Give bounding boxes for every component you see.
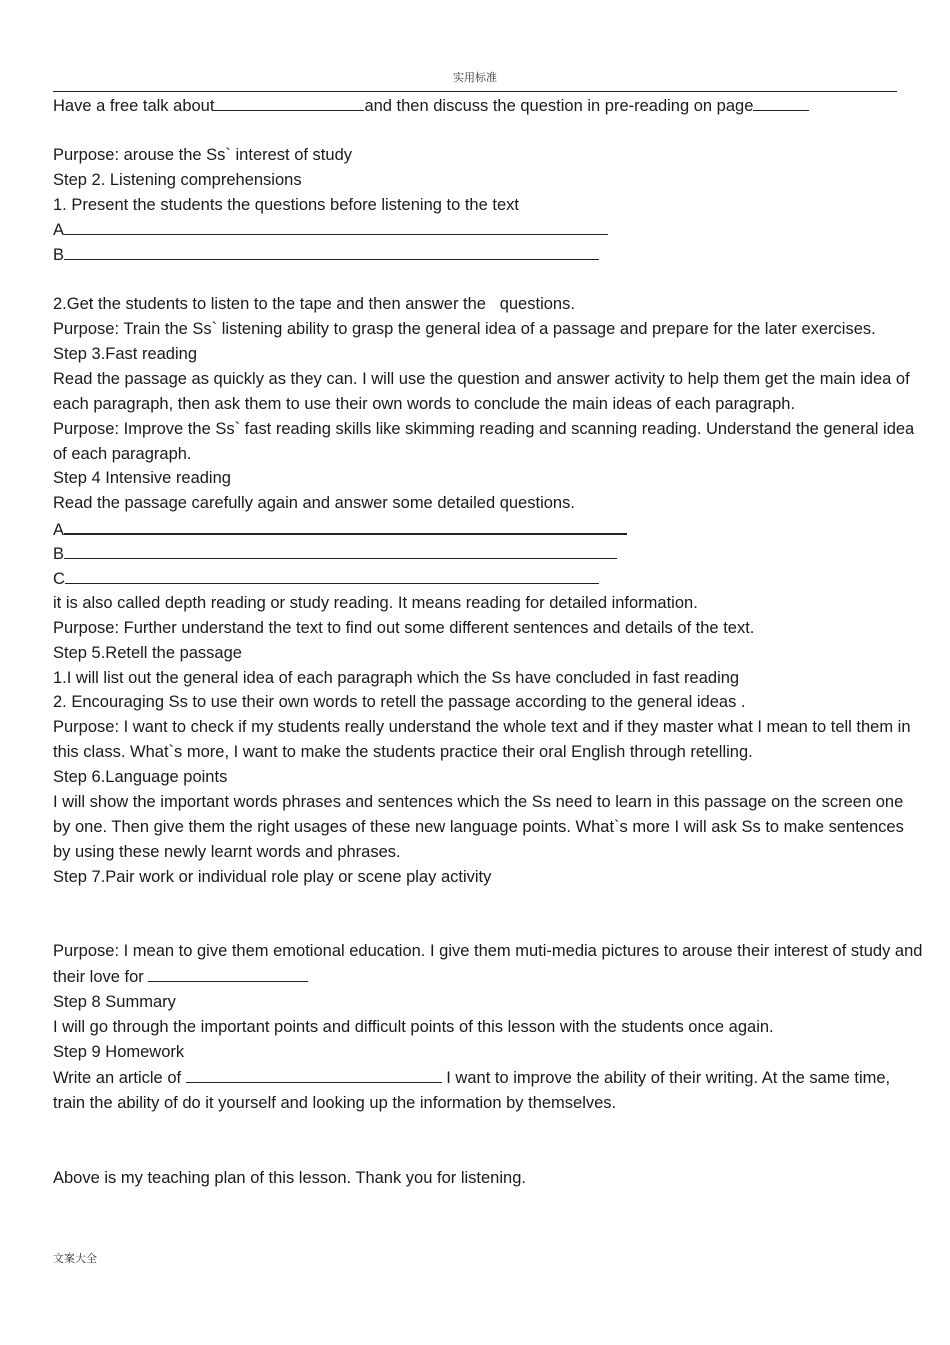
free-talk-text-2: and then discuss the question in pre-reading on page — [364, 97, 754, 115]
step-2-item-2: 2.Get the students to listen to the tape and then answer the questions. — [53, 295, 575, 314]
step-7-heading: Step 7.Pair work or individual role play or scene play activity — [53, 867, 492, 886]
step-4-text: Read the passage carefully again and answer some detailed questions. — [53, 494, 575, 513]
answer-line-b — [53, 242, 923, 267]
page-header: 实用标准 — [453, 71, 497, 84]
love-for-blank[interactable] — [148, 964, 308, 982]
step-5-item-2: 2. Encouraging Ss to use their own words to retell the passage according to the general ideas . — [53, 693, 746, 712]
step-6-text: I will show the important words phrases and sentences which the Ss need to learn in this passage on the screen one by one. Then give them the right usages of these new language points. What`s more I will ask Ss to make sentences by using these newly learnt words and phrases. — [53, 793, 904, 861]
purpose-7-text: Purpose: I mean to give them emotional education. I give them muti-media pictures to arouse their interest of study and their love for — [53, 942, 923, 987]
free-talk-text: Have a free talk about — [53, 97, 215, 115]
detail-line-a — [53, 516, 923, 541]
purpose-4: Purpose: Further understand the text to find out some different sentences and details of the text. — [53, 618, 755, 637]
page-blank[interactable] — [753, 93, 809, 111]
document-body — [53, 93, 923, 1190]
purpose-7 — [53, 939, 923, 990]
label-b: B — [53, 545, 65, 564]
step-8-text: I will go through the important points and difficult points of this lesson with the students once again. — [53, 1018, 774, 1037]
step-4-heading: Step 4 Intensive reading — [53, 469, 231, 488]
step-4-note: it is also called depth reading or study reading. It means reading for detailed information. — [53, 593, 698, 612]
step-2-heading: Step 2. Listening comprehensions — [53, 170, 302, 189]
purpose-1: Purpose: arouse the Ss` interest of study — [53, 145, 352, 164]
detail-line-b — [53, 541, 923, 566]
label-a: A — [53, 221, 65, 240]
article-blank[interactable] — [186, 1065, 442, 1083]
purpose-5: Purpose: I want to check if my students really understand the whole text and if they master what I mean to tell them in this class. What`s more, I want to make the students practice their oral English through retelling. — [53, 718, 911, 762]
step-2-item-1: 1. Present the students the questions before listening to the text — [53, 195, 519, 214]
step-9-heading: Step 9 Homework — [53, 1043, 185, 1062]
label-a: A — [53, 521, 65, 540]
step-5-item-1: 1.I will list out the general idea of each paragraph which the Ss have concluded in fast reading — [53, 668, 740, 687]
answer-blank-a[interactable] — [64, 217, 608, 235]
detail-blank-b[interactable] — [64, 541, 617, 559]
step-6-heading: Step 6.Language points — [53, 768, 228, 787]
step-3-text: Read the passage as quickly as they can. I will use the question and answer activity to help them get the main idea of each paragraph, then ask them to use their own words to conclude the main ideas of each paragraph. — [53, 369, 910, 413]
detail-blank-a[interactable] — [64, 516, 627, 535]
step-9-text-b: I want to improve the ability of their writing. At the same time, train the ability of do it yourself and looking up the information by themselves. — [53, 1068, 891, 1112]
detail-blank-c[interactable] — [65, 566, 599, 584]
purpose-3: Purpose: Improve the Ss` fast reading skills like skimming reading and scanning reading. Understand the general idea of each paragraph. — [53, 419, 915, 463]
header-rule — [53, 91, 897, 92]
answer-blank-b[interactable] — [64, 242, 599, 260]
topic-blank[interactable] — [214, 93, 364, 111]
closing-line: Above is my teaching plan of this lesson. Thank you for listening. — [53, 1168, 526, 1187]
page-footer: 文案大全 — [53, 1252, 97, 1265]
step-3-heading: Step 3.Fast reading — [53, 344, 198, 363]
purpose-2: Purpose: Train the Ss` listening ability to grasp the general idea of a passage and prepare for the later exercises. — [53, 320, 876, 339]
step-9-text-a: Write an article of — [53, 1068, 182, 1087]
answer-line-a — [53, 217, 923, 242]
step-5-heading: Step 5.Retell the passage — [53, 643, 242, 662]
step-8-heading: Step 8 Summary — [53, 993, 176, 1012]
detail-line-c — [53, 566, 923, 591]
free-talk-line — [53, 93, 923, 118]
label-c: C — [53, 570, 65, 588]
step-9-text — [53, 1065, 923, 1116]
label-b: B — [53, 246, 65, 265]
